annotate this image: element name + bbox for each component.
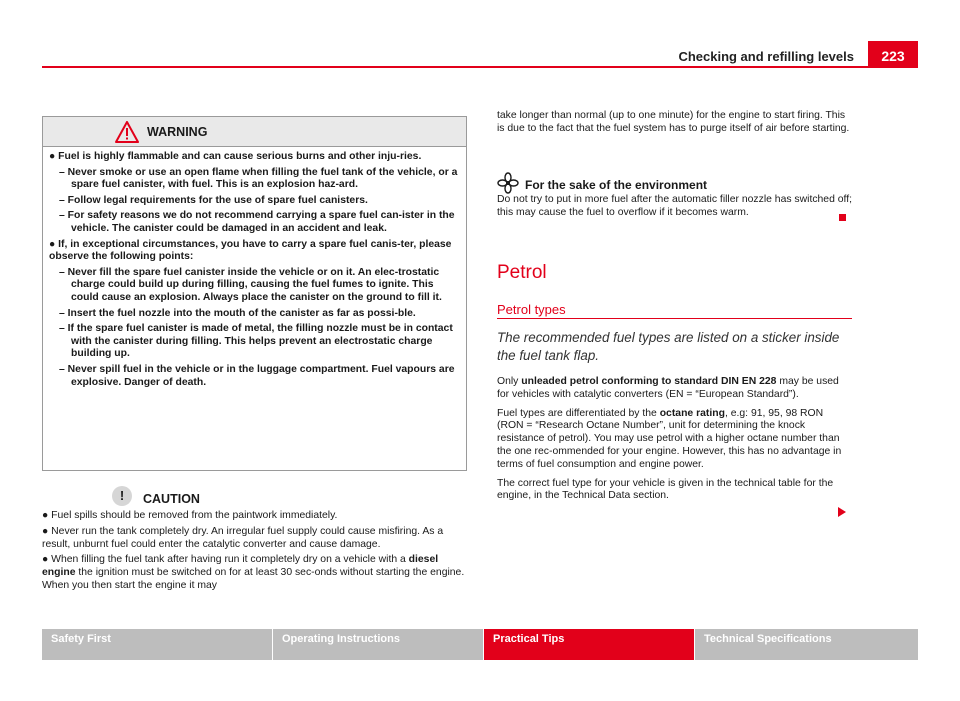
warning-subitem: – Never fill the spare fuel canister inside the vehicle or on it. An elec-trostatic charge could build up during filling, causing the fuel fumes to ignite. This could cause an explosion. Always place the canister on the ground to fill it. xyxy=(59,266,442,303)
warning-triangle-icon xyxy=(115,121,139,143)
continuation-text-block xyxy=(497,110,852,136)
environment-title: For the sake of the environment xyxy=(525,178,708,192)
caution-emphasis: diesel engine xyxy=(42,554,439,579)
environment-body: Do not try to put in more fuel after the automatic filler nozzle has switched off; this may cause the fuel to overflow if it becomes warm. xyxy=(497,194,852,218)
continuation-paragraph: take longer than normal (up to one minute) for the engine to start firing. This is due to the fact that the fuel system has to purge itself of air before starting. xyxy=(497,110,850,134)
warning-subitem: – Follow legal requirements for the use of spare fuel canisters. xyxy=(59,194,368,206)
page-number: 223 xyxy=(868,41,918,67)
petrol-text: may be used for vehicles with catalytic converters (EN = “European Standard”). xyxy=(497,376,839,400)
caution-title: CAUTION xyxy=(143,492,200,506)
footer-tab-operating-instructions[interactable]: Operating Instructions xyxy=(273,629,483,660)
warning-subitem: – Insert the fuel nozzle into the mouth of the canister as far as possi-ble. xyxy=(59,307,416,319)
intro-text: The recommended fuel types are listed on a sticker inside the fuel tank flap. xyxy=(497,330,840,363)
page-header-title: Checking and refilling levels xyxy=(678,49,854,64)
caution-body xyxy=(42,510,467,596)
caution-text: ● When filling the fuel tank after having run it completely dry on a vehicle with a xyxy=(42,554,409,566)
footer-tab-safety-first[interactable]: Safety First xyxy=(42,629,272,660)
section-title: Petrol xyxy=(497,262,547,283)
petrol-paragraph xyxy=(497,376,852,402)
footer-tab-technical-specifications[interactable]: Technical Specifications xyxy=(695,629,918,660)
caution-item: ● Never run the tank completely dry. An irregular fuel supply could cause misfiring. As a result, unburnt fuel could enter the catalytic converter and cause damage. xyxy=(42,525,444,550)
warning-bullet: ● Fuel is highly flammable and can cause serious burns and other inju-ries. xyxy=(49,151,422,162)
warning-bullet: ● If, in exceptional circumstances, you have to carry a spare fuel canis-ter, please observe the following points: xyxy=(49,238,452,263)
petrol-text: Fuel types are differentiated by the xyxy=(497,407,660,419)
petrol-body xyxy=(497,376,852,509)
warning-subitem: – Never smoke or use an open flame when filling the fuel tank of the vehicle, or a spare fuel canister, with fuel. This is an explosion haz-ard. xyxy=(59,166,458,191)
header-rule xyxy=(42,66,918,68)
warning-title: WARNING xyxy=(147,125,208,139)
footer-tab-practical-tips[interactable]: Practical Tips xyxy=(484,629,694,660)
caution-item: ● Fuel spills should be removed from the paintwork immediately. xyxy=(42,510,338,521)
warning-subitem: – If the spare fuel canister is made of metal, the filling nozzle must be in contact with the canister during filling. This helps prevent an electrostatic charge building up. xyxy=(59,323,453,360)
warning-body xyxy=(49,151,461,392)
warning-header xyxy=(43,117,466,147)
caution-exclamation-icon: ! xyxy=(112,486,132,506)
petrol-paragraph: The correct fuel type for your vehicle is given in the technical table for the engine, in the Technical Data section. xyxy=(497,477,834,502)
environment-heading xyxy=(497,172,852,194)
warning-subitem: – For safety reasons we do not recommend carrying a spare fuel can-ister in the vehicle. The canister could be damaged in an accident and leak. xyxy=(59,210,455,234)
caution-item xyxy=(42,554,467,592)
subsection-rule xyxy=(497,318,852,319)
caution-text: the ignition must be switched on for at least 30 sec-onds without starting the engine. When you then start the engine it may xyxy=(42,567,465,591)
warning-box xyxy=(42,116,467,471)
continue-arrow-icon xyxy=(838,507,846,517)
environment-flower-icon xyxy=(497,172,519,194)
petrol-text: Only xyxy=(497,376,522,387)
end-of-section-square-icon xyxy=(839,214,846,221)
subsection-title: Petrol types xyxy=(497,302,566,317)
petrol-paragraph xyxy=(497,408,852,472)
warning-subitem: – Never spill fuel in the vehicle or in the luggage compartment. Fuel vapours are explosive. Danger of death. xyxy=(59,363,455,388)
petrol-emphasis: octane rating xyxy=(659,407,725,419)
petrol-text: , e.g: 91, 95, 98 RON (RON = “Research Octane Number”, unit for determining the knock resistance of petrol). You may use petrol with a higher octane number than the one rec-ommended for your engine. However, this has no advantage in terms of fuel consumption and engine power. xyxy=(497,407,842,470)
petrol-emphasis: unleaded petrol conforming to standard DIN EN 228 xyxy=(521,376,777,387)
footer-nav xyxy=(42,629,918,660)
